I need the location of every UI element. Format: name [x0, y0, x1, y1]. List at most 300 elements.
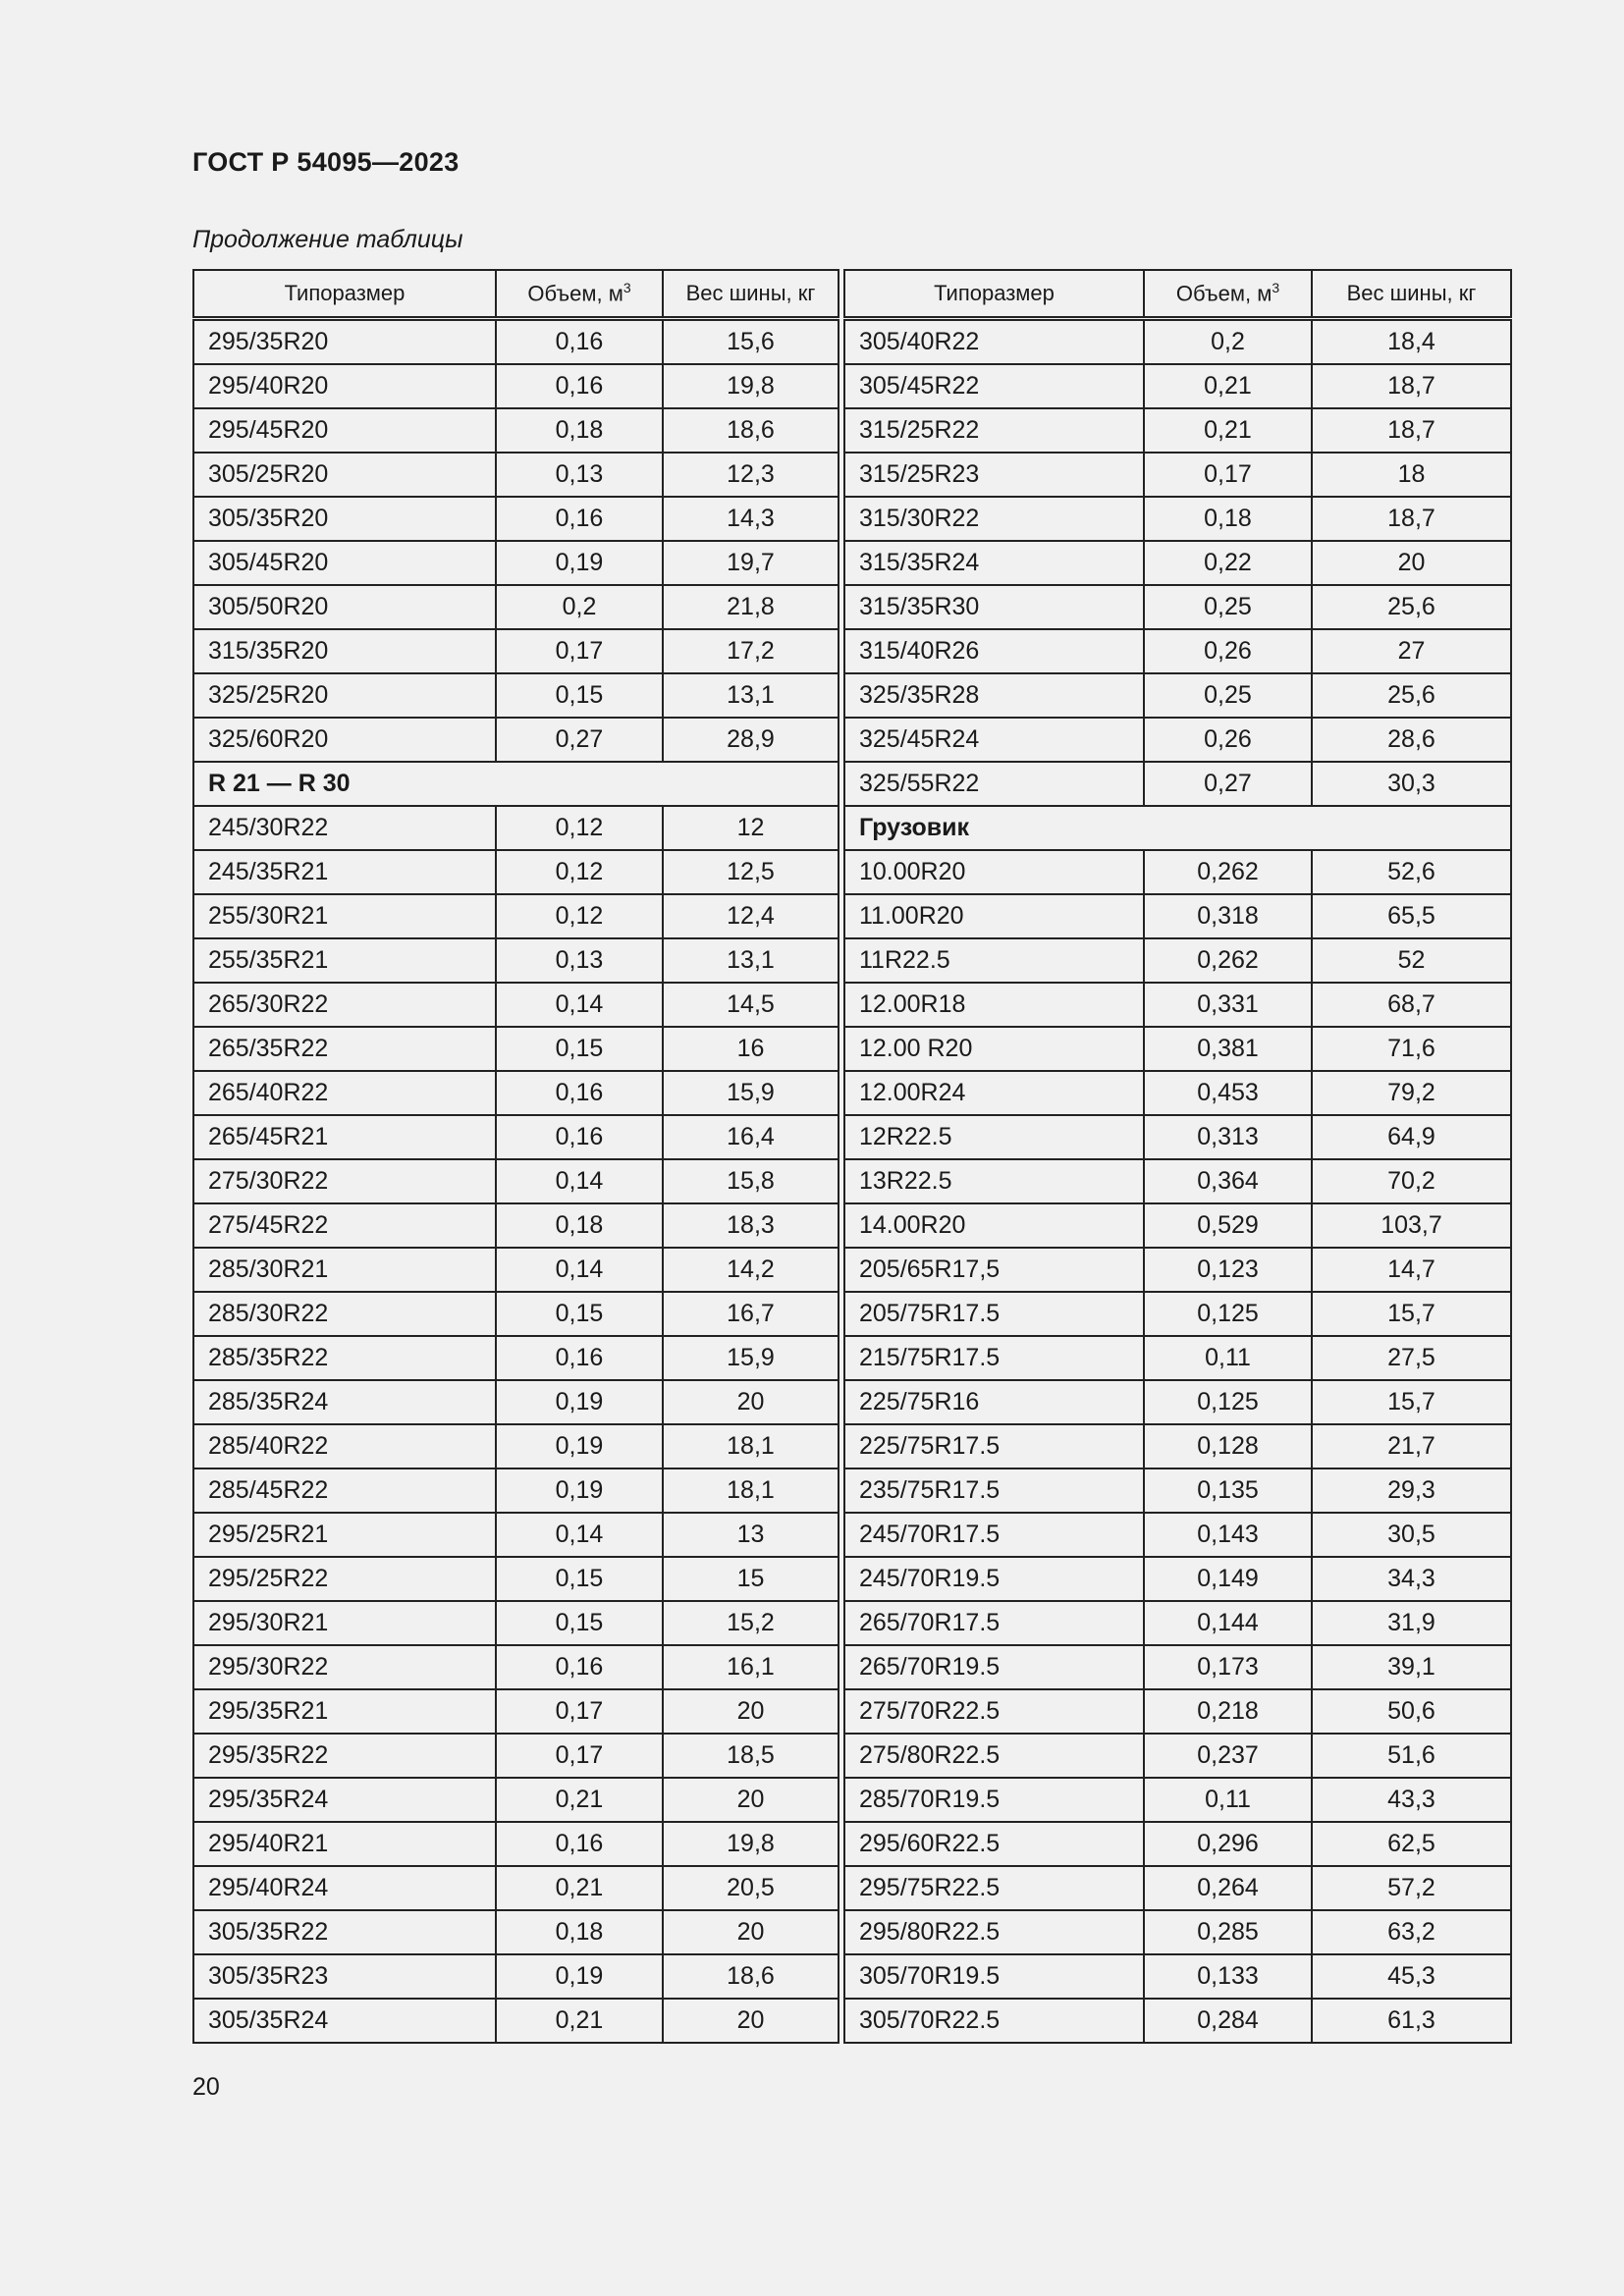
cell-volume: 0,11: [1144, 1336, 1312, 1380]
cell-weight: 70,2: [1312, 1159, 1511, 1203]
cell-volume: 0,21: [496, 1866, 663, 1910]
cell-weight: 20: [1312, 541, 1511, 585]
cell-size: 245/35R21: [193, 850, 496, 894]
cell-size: 305/40R22: [844, 319, 1144, 365]
cell-weight: 12,4: [663, 894, 839, 938]
cell-size: 275/80R22.5: [844, 1734, 1144, 1778]
cell-size: 315/25R23: [844, 453, 1144, 497]
cell-volume: 0,262: [1144, 850, 1312, 894]
cell-weight: 13,1: [663, 938, 839, 983]
cell-size: 305/45R22: [844, 364, 1144, 408]
cell-weight: 29,3: [1312, 1468, 1511, 1513]
cell-weight: 20: [663, 1380, 839, 1424]
cell-volume: 0,21: [1144, 408, 1312, 453]
table-row: [193, 1866, 839, 1910]
cell-size: 305/35R22: [193, 1910, 496, 1954]
cell-volume: 0,13: [496, 453, 663, 497]
table-row: [844, 718, 1511, 762]
table-row: [193, 1071, 839, 1115]
table-row: [844, 1954, 1511, 1999]
cell-volume: 0,15: [496, 1292, 663, 1336]
cell-size: 315/25R22: [844, 408, 1144, 453]
cell-weight: 18,4: [1312, 319, 1511, 365]
cell-volume: 0,19: [496, 1468, 663, 1513]
cell-volume: 0,19: [496, 541, 663, 585]
cell-volume: 0,237: [1144, 1734, 1312, 1778]
cell-size: 11.00R20: [844, 894, 1144, 938]
cell-size: 245/30R22: [193, 806, 496, 850]
cell-size: 295/80R22.5: [844, 1910, 1144, 1954]
cell-size: 295/40R20: [193, 364, 496, 408]
table-row: [193, 1468, 839, 1513]
cell-weight: 45,3: [1312, 1954, 1511, 1999]
cell-size: 12.00R18: [844, 983, 1144, 1027]
table-row: [193, 629, 839, 673]
cell-weight: 18,7: [1312, 408, 1511, 453]
cell-size: 265/70R19.5: [844, 1645, 1144, 1689]
cell-weight: 16,7: [663, 1292, 839, 1336]
table-row: [844, 1999, 1511, 2043]
table-row: [193, 1822, 839, 1866]
cell-volume: 0,12: [496, 894, 663, 938]
cell-size: 285/70R19.5: [844, 1778, 1144, 1822]
cell-size: 255/30R21: [193, 894, 496, 938]
cell-size: 295/35R20: [193, 319, 496, 365]
table-row: [844, 1910, 1511, 1954]
table-row: [844, 1601, 1511, 1645]
cell-size: 295/25R22: [193, 1557, 496, 1601]
cell-weight: 13,1: [663, 673, 839, 718]
cell-volume: 0,128: [1144, 1424, 1312, 1468]
cell-volume: 0,133: [1144, 1954, 1312, 1999]
cell-size: 325/25R20: [193, 673, 496, 718]
cell-volume: 0,26: [1144, 718, 1312, 762]
cell-weight: 18,7: [1312, 364, 1511, 408]
table-row: [844, 364, 1511, 408]
cell-size: 10.00R20: [844, 850, 1144, 894]
cell-volume: 0,15: [496, 1027, 663, 1071]
cell-weight: 17,2: [663, 629, 839, 673]
cell-size: 285/30R21: [193, 1248, 496, 1292]
cell-volume: 0,16: [496, 319, 663, 365]
cell-weight: 30,5: [1312, 1513, 1511, 1557]
cell-size: 12.00 R20: [844, 1027, 1144, 1071]
cell-weight: 14,3: [663, 497, 839, 541]
table-row: [193, 1203, 839, 1248]
cell-size: 205/75R17.5: [844, 1292, 1144, 1336]
cell-volume: 0,14: [496, 1159, 663, 1203]
table-row: [844, 1248, 1511, 1292]
header-weight: Вес шины, кг: [1312, 270, 1511, 319]
cell-size: 275/70R22.5: [844, 1689, 1144, 1734]
cell-size: 205/65R17,5: [844, 1248, 1144, 1292]
cell-weight: 15,9: [663, 1071, 839, 1115]
page-number: 20: [192, 2073, 220, 2101]
table-row: [193, 1689, 839, 1734]
cell-size: 265/30R22: [193, 983, 496, 1027]
cell-size: 215/75R17.5: [844, 1336, 1144, 1380]
table-row: [193, 1954, 839, 1999]
cell-weight: 25,6: [1312, 673, 1511, 718]
table-row: [844, 762, 1511, 806]
cell-size: 325/60R20: [193, 718, 496, 762]
cell-volume: 0,262: [1144, 938, 1312, 983]
cell-size: 305/35R23: [193, 1954, 496, 1999]
table-row: [193, 541, 839, 585]
cell-size: 315/40R26: [844, 629, 1144, 673]
table-body-right: [844, 319, 1511, 2044]
cell-volume: 0,14: [496, 983, 663, 1027]
cell-size: 305/25R20: [193, 453, 496, 497]
cell-volume: 0,173: [1144, 1645, 1312, 1689]
cell-volume: 0,25: [1144, 673, 1312, 718]
cell-weight: 52,6: [1312, 850, 1511, 894]
cell-volume: 0,19: [496, 1424, 663, 1468]
cell-size: 295/40R24: [193, 1866, 496, 1910]
cell-weight: 15,7: [1312, 1292, 1511, 1336]
cell-size: 315/35R24: [844, 541, 1144, 585]
table-row: [193, 319, 839, 365]
table-row: [844, 1645, 1511, 1689]
cell-volume: 0,21: [1144, 364, 1312, 408]
cell-weight: 19,8: [663, 1822, 839, 1866]
cell-weight: 28,9: [663, 718, 839, 762]
cell-size: 245/70R17.5: [844, 1513, 1144, 1557]
tire-table-right: [843, 269, 1512, 2044]
group-label: Грузовик: [844, 806, 1511, 850]
cell-weight: 18,3: [663, 1203, 839, 1248]
cell-volume: 0,2: [1144, 319, 1312, 365]
cell-volume: 0,15: [496, 1601, 663, 1645]
tire-table-container: [192, 269, 1508, 2044]
cell-size: 325/35R28: [844, 673, 1144, 718]
cell-size: 295/60R22.5: [844, 1822, 1144, 1866]
table-row: [844, 983, 1511, 1027]
table-row: [193, 1248, 839, 1292]
table-row: [844, 497, 1511, 541]
cell-size: 285/45R22: [193, 1468, 496, 1513]
cell-volume: 0,19: [496, 1380, 663, 1424]
cell-size: 14.00R20: [844, 1203, 1144, 1248]
table-row: [193, 453, 839, 497]
table-row: [844, 1159, 1511, 1203]
cell-size: 325/45R24: [844, 718, 1144, 762]
cell-size: 225/75R17.5: [844, 1424, 1144, 1468]
cell-size: 305/45R20: [193, 541, 496, 585]
cell-volume: 0,16: [496, 1336, 663, 1380]
cell-volume: 0,123: [1144, 1248, 1312, 1292]
cell-volume: 0,17: [496, 1734, 663, 1778]
table-row: [193, 585, 839, 629]
cell-weight: 20: [663, 1910, 839, 1954]
cell-weight: 62,5: [1312, 1822, 1511, 1866]
table-row: [844, 585, 1511, 629]
cell-weight: 14,2: [663, 1248, 839, 1292]
header-row: [844, 270, 1511, 319]
table-row: [844, 673, 1511, 718]
table-row: [844, 1866, 1511, 1910]
cell-weight: 12,5: [663, 850, 839, 894]
cell-volume: 0,14: [496, 1513, 663, 1557]
cell-weight: 18,6: [663, 1954, 839, 1999]
cell-weight: 28,6: [1312, 718, 1511, 762]
cell-size: 285/35R22: [193, 1336, 496, 1380]
table-row: [193, 1513, 839, 1557]
cell-volume: 0,285: [1144, 1910, 1312, 1954]
table-row: [193, 938, 839, 983]
table-row: [844, 894, 1511, 938]
cell-volume: 0,453: [1144, 1071, 1312, 1115]
cell-weight: 14,5: [663, 983, 839, 1027]
header-row: [193, 270, 839, 319]
cell-weight: 18,1: [663, 1424, 839, 1468]
cell-size: 295/35R21: [193, 1689, 496, 1734]
cell-size: 305/50R20: [193, 585, 496, 629]
table-row: [844, 1424, 1511, 1468]
cell-size: 295/75R22.5: [844, 1866, 1144, 1910]
cell-volume: 0,296: [1144, 1822, 1312, 1866]
cell-size: 295/30R22: [193, 1645, 496, 1689]
cell-weight: 16: [663, 1027, 839, 1071]
cell-weight: 50,6: [1312, 1689, 1511, 1734]
cell-volume: 0,18: [1144, 497, 1312, 541]
cell-weight: 27,5: [1312, 1336, 1511, 1380]
cell-volume: 0,25: [1144, 585, 1312, 629]
cell-volume: 0,125: [1144, 1380, 1312, 1424]
cell-weight: 20: [663, 1689, 839, 1734]
header-weight: Вес шины, кг: [663, 270, 839, 319]
cell-weight: 63,2: [1312, 1910, 1511, 1954]
cell-size: 265/45R21: [193, 1115, 496, 1159]
cell-weight: 30,3: [1312, 762, 1511, 806]
cell-weight: 27: [1312, 629, 1511, 673]
table-row: [844, 1027, 1511, 1071]
table-row: [193, 718, 839, 762]
cell-volume: 0,17: [496, 629, 663, 673]
cell-weight: 103,7: [1312, 1203, 1511, 1248]
cell-volume: 0,22: [1144, 541, 1312, 585]
table-row: [844, 1468, 1511, 1513]
cell-volume: 0,149: [1144, 1557, 1312, 1601]
cell-volume: 0,284: [1144, 1999, 1312, 2043]
cell-volume: 0,14: [496, 1248, 663, 1292]
table-row: [844, 938, 1511, 983]
cell-weight: 39,1: [1312, 1645, 1511, 1689]
header-size: Типоразмер: [844, 270, 1144, 319]
cell-weight: 18,1: [663, 1468, 839, 1513]
cell-size: 295/35R24: [193, 1778, 496, 1822]
cell-volume: 0,17: [496, 1689, 663, 1734]
cell-size: 265/70R17.5: [844, 1601, 1144, 1645]
table-row: [193, 1159, 839, 1203]
cell-volume: 0,15: [496, 1557, 663, 1601]
table-row: [844, 1336, 1511, 1380]
cell-volume: 0,331: [1144, 983, 1312, 1027]
cell-volume: 0,21: [496, 1999, 663, 2043]
cell-volume: 0,143: [1144, 1513, 1312, 1557]
cell-weight: 31,9: [1312, 1601, 1511, 1645]
cell-size: 245/70R19.5: [844, 1557, 1144, 1601]
table-row: [844, 1557, 1511, 1601]
cell-weight: 52: [1312, 938, 1511, 983]
cell-volume: 0,17: [1144, 453, 1312, 497]
cell-volume: 0,18: [496, 1910, 663, 1954]
table-row: [844, 1689, 1511, 1734]
table-row: [844, 1203, 1511, 1248]
cell-volume: 0,529: [1144, 1203, 1312, 1248]
cell-size: 295/30R21: [193, 1601, 496, 1645]
cell-volume: 0,16: [496, 1645, 663, 1689]
cell-volume: 0,27: [1144, 762, 1312, 806]
table-row: [193, 364, 839, 408]
cell-weight: 15,2: [663, 1601, 839, 1645]
cell-size: 265/35R22: [193, 1027, 496, 1071]
table-row: [844, 1822, 1511, 1866]
header-volume: Объем, $м^3$: [1144, 270, 1312, 319]
table-row: [844, 1292, 1511, 1336]
cell-size: 12.00R24: [844, 1071, 1144, 1115]
cell-weight: 34,3: [1312, 1557, 1511, 1601]
cell-size: 305/35R20: [193, 497, 496, 541]
cell-weight: 43,3: [1312, 1778, 1511, 1822]
table-row: [193, 894, 839, 938]
table-body-left: [193, 319, 839, 2044]
cell-volume: 0,12: [496, 806, 663, 850]
cell-volume: 0,135: [1144, 1468, 1312, 1513]
group-label: R 21 — R 30: [193, 762, 839, 806]
cell-weight: 18,6: [663, 408, 839, 453]
cell-volume: 0,16: [496, 1822, 663, 1866]
cell-size: 275/30R22: [193, 1159, 496, 1203]
cell-weight: 71,6: [1312, 1027, 1511, 1071]
header-size: Типоразмер: [193, 270, 496, 319]
cell-volume: 0,16: [496, 1115, 663, 1159]
cell-weight: 57,2: [1312, 1866, 1511, 1910]
cell-weight: 20,5: [663, 1866, 839, 1910]
table-row: [193, 1424, 839, 1468]
cell-volume: 0,16: [496, 497, 663, 541]
cell-size: 225/75R16: [844, 1380, 1144, 1424]
table-row: [844, 453, 1511, 497]
cell-volume: 0,27: [496, 718, 663, 762]
table-row: [844, 1513, 1511, 1557]
table-row: [844, 408, 1511, 453]
cell-weight: 12,3: [663, 453, 839, 497]
cell-size: 295/25R21: [193, 1513, 496, 1557]
cell-volume: 0,264: [1144, 1866, 1312, 1910]
cell-weight: 64,9: [1312, 1115, 1511, 1159]
cell-size: 325/55R22: [844, 762, 1144, 806]
cell-size: 265/40R22: [193, 1071, 496, 1115]
document-title: ГОСТ Р 54095—2023: [192, 147, 460, 177]
cell-weight: 18,5: [663, 1734, 839, 1778]
cell-volume: 0,18: [496, 1203, 663, 1248]
cell-weight: 20: [663, 1778, 839, 1822]
cell-weight: 14,7: [1312, 1248, 1511, 1292]
cell-volume: 0,13: [496, 938, 663, 983]
cell-volume: 0,18: [496, 408, 663, 453]
cell-volume: 0,16: [496, 364, 663, 408]
cell-weight: 19,8: [663, 364, 839, 408]
cell-weight: 51,6: [1312, 1734, 1511, 1778]
cell-volume: 0,21: [496, 1778, 663, 1822]
table-row: [844, 1380, 1511, 1424]
table-row: [193, 1292, 839, 1336]
cell-size: 13R22.5: [844, 1159, 1144, 1203]
tire-table-left: [192, 269, 839, 2044]
cell-weight: 12: [663, 806, 839, 850]
table-row: [193, 1734, 839, 1778]
cell-size: 275/45R22: [193, 1203, 496, 1248]
table-row: [844, 850, 1511, 894]
table-row: [193, 1557, 839, 1601]
table-caption: Продолжение таблицы: [192, 226, 463, 253]
cell-size: 295/45R20: [193, 408, 496, 453]
table-row: [193, 1999, 839, 2043]
cell-volume: 0,218: [1144, 1689, 1312, 1734]
table-row: [193, 1778, 839, 1822]
group-row: [844, 806, 1511, 850]
cell-size: 305/35R24: [193, 1999, 496, 2043]
cell-volume: 0,144: [1144, 1601, 1312, 1645]
cell-size: 285/30R22: [193, 1292, 496, 1336]
table-row: [844, 1071, 1511, 1115]
cell-volume: 0,381: [1144, 1027, 1312, 1071]
cell-size: 235/75R17.5: [844, 1468, 1144, 1513]
cell-weight: 21,8: [663, 585, 839, 629]
table-row: [193, 1115, 839, 1159]
table-row: [844, 1734, 1511, 1778]
cell-weight: 19,7: [663, 541, 839, 585]
cell-size: 295/40R21: [193, 1822, 496, 1866]
cell-size: 11R22.5: [844, 938, 1144, 983]
cell-size: 315/30R22: [844, 497, 1144, 541]
cell-weight: 68,7: [1312, 983, 1511, 1027]
cell-weight: 25,6: [1312, 585, 1511, 629]
cell-size: 315/35R20: [193, 629, 496, 673]
cell-volume: 0,11: [1144, 1778, 1312, 1822]
cell-weight: 15,7: [1312, 1380, 1511, 1424]
cell-size: 285/40R22: [193, 1424, 496, 1468]
cell-weight: 18,7: [1312, 497, 1511, 541]
cell-volume: 0,125: [1144, 1292, 1312, 1336]
table-row: [193, 673, 839, 718]
table-row: [844, 629, 1511, 673]
cell-weight: 15,6: [663, 319, 839, 365]
cell-volume: 0,15: [496, 673, 663, 718]
cell-volume: 0,2: [496, 585, 663, 629]
cell-size: 12R22.5: [844, 1115, 1144, 1159]
cell-weight: 15,9: [663, 1336, 839, 1380]
table-row: [193, 1910, 839, 1954]
cell-size: 285/35R24: [193, 1380, 496, 1424]
table-row: [844, 1115, 1511, 1159]
cell-weight: 13: [663, 1513, 839, 1557]
cell-volume: 0,19: [496, 1954, 663, 1999]
table-row: [844, 319, 1511, 365]
table-row: [193, 1027, 839, 1071]
table-row: [193, 850, 839, 894]
cell-weight: 79,2: [1312, 1071, 1511, 1115]
cell-weight: 20: [663, 1999, 839, 2043]
cell-weight: 21,7: [1312, 1424, 1511, 1468]
table-row: [844, 1778, 1511, 1822]
cell-volume: 0,364: [1144, 1159, 1312, 1203]
table-row: [193, 983, 839, 1027]
group-row: [193, 762, 839, 806]
cell-weight: 18: [1312, 453, 1511, 497]
cell-size: 255/35R21: [193, 938, 496, 983]
